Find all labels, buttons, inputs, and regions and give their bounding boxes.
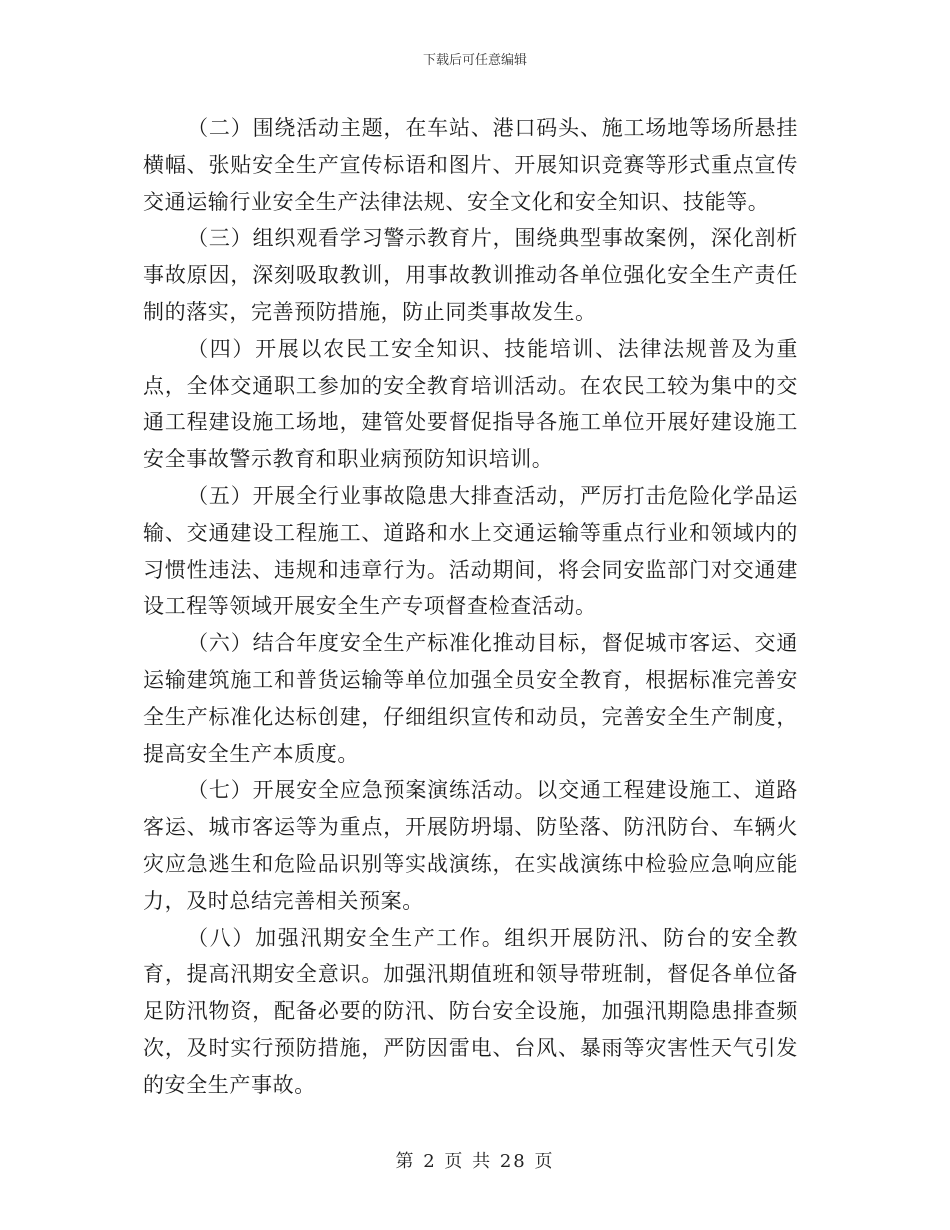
paragraph-5: （五）开展全行业事故隐患大排查活动，严厉打击危险化学品运输、交通建设工程施工、道路和水上交通运输等重点行业和领域内的习惯性违法、违规和违章行为。活动期间，将会同安监部门对交通建设工程等领域开展安全生产专项督查检查活动。 [143, 483, 798, 619]
paragraph-6: （六）结合年度安全生产标准化推动目标，督促城市客运、交通运输建筑施工和普货运输等单位加强全员安全教育，根据标准完善安全生产标准化达标创建，仔细组织宣传和动员，完善安全生产制度，提高安全生产本质度。 [143, 631, 798, 766]
page-header: 下载后可任意编辑 [422, 53, 527, 68]
paragraph-2: （二）围绕活动主题，在车站、港口码头、施工场地等场所悬挂横幅、张贴安全生产宣传标语和图片、开展知识竞赛等形式重点宣传交通运输行业安全生产法律法规、安全文化和安全知识、技能等。 [143, 116, 798, 214]
page-number-footer: 第 2 页 共 28 页 [395, 1151, 555, 1172]
paragraph-7: （七）开展安全应急预案演练活动。以交通工程建设施工、道路客运、城市客运等为重点，开展防坍塌、防坠落、防汛防台、车辆火灾应急逃生和危险品识别等实战演练，在实战演练中检验应急响应能力，及时总结完善相关预案。 [143, 778, 798, 913]
document-body [143, 110, 798, 1104]
paragraph-3: （三）组织观看学习警示教育片，围绕典型事故案例，深化剖析事故原因，深刻吸取教训，用事故教训推动各单位强化安全生产责任制的落实，完善预防措施，防止同类事故发生。 [143, 226, 798, 324]
paragraph-8: （八）加强汛期安全生产工作。组织开展防汛、防台的安全教育，提高汛期安全意识。加强汛期值班和领导带班制，督促各单位备足防汛物资，配备必要的防汛、防台安全设施，加强汛期隐患排查频次，及时实行预防措施，严防因雷电、台风、暴雨等灾害性天气引发的安全生产事故。 [143, 925, 798, 1097]
paragraph-4: （四）开展以农民工安全知识、技能培训、法律法规普及为重点，全体交通职工参加的安全教育培训活动。在农民工较为集中的交通工程建设施工场地，建管处要督促指导各施工单位开展好建设施工安全事故警示教育和职业病预防知识培训。 [143, 336, 798, 472]
